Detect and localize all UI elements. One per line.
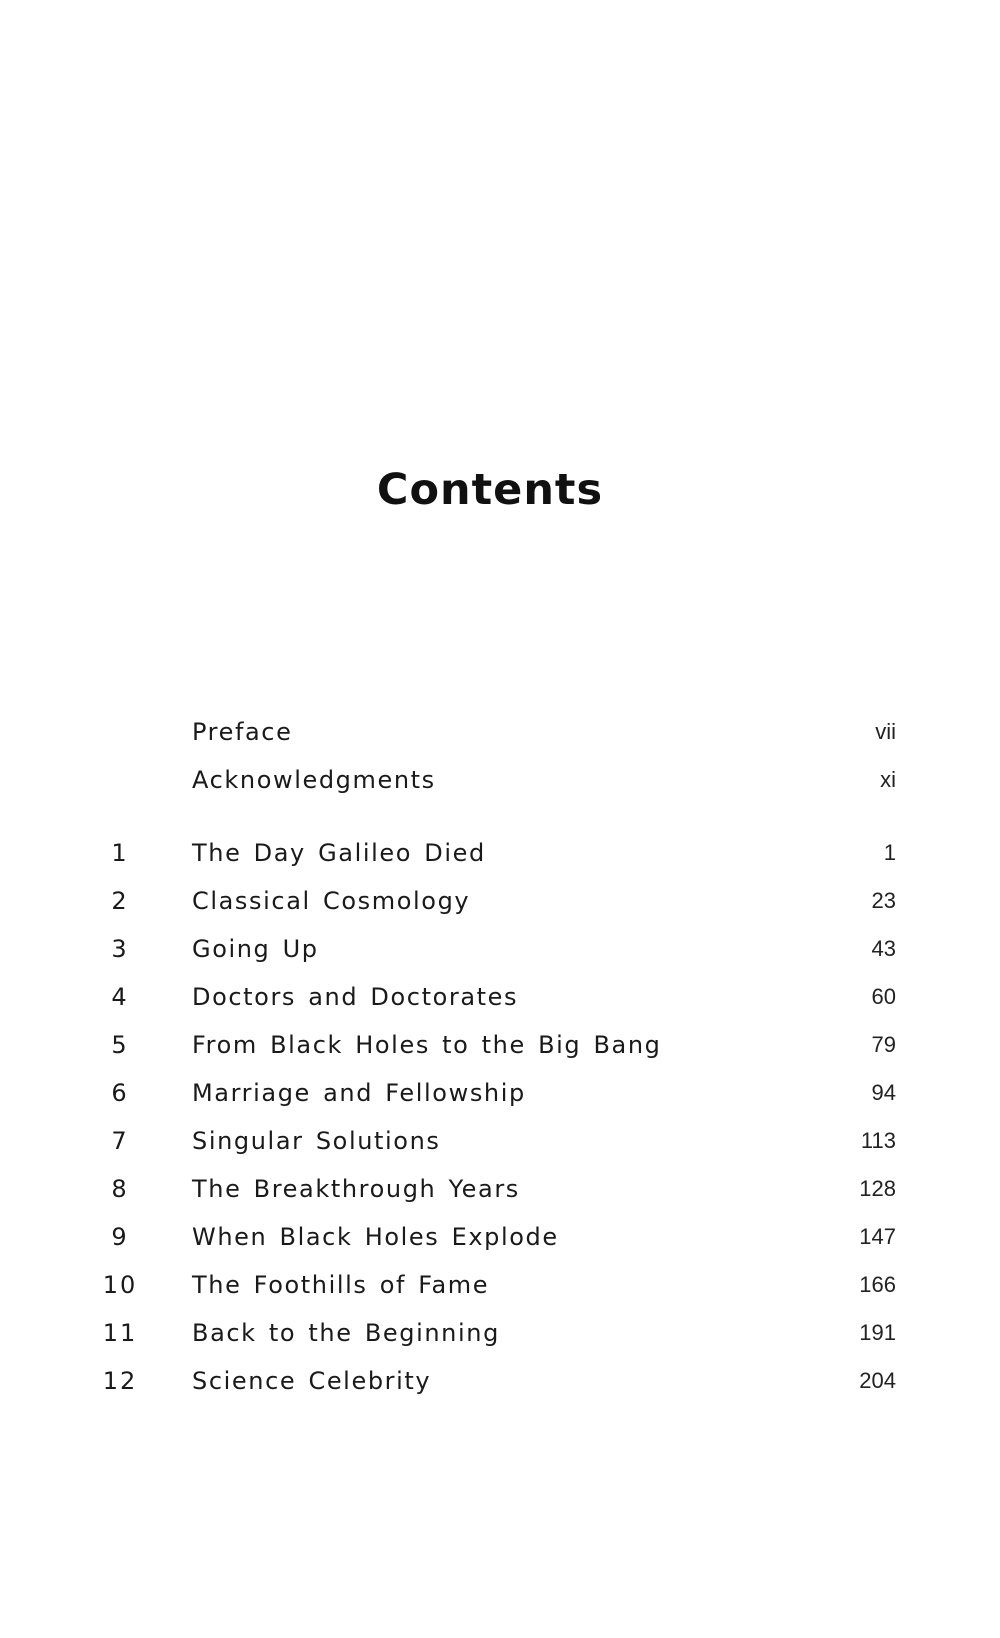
toc-chapter-number: 4 bbox=[111, 983, 129, 1011]
toc-chapter-number: 3 bbox=[111, 935, 129, 963]
toc-page-number: 166 bbox=[859, 1272, 896, 1297]
toc-chapter-number: 1 bbox=[111, 839, 129, 867]
toc-entry-title: Going Up bbox=[192, 935, 319, 963]
toc-chapter-7[interactable] bbox=[0, 1127, 1000, 1167]
toc-chapter-1[interactable] bbox=[0, 839, 1000, 879]
toc-chapter-number: 9 bbox=[111, 1223, 129, 1251]
toc-page-number: 128 bbox=[859, 1176, 896, 1201]
toc-chapter-10[interactable] bbox=[0, 1271, 1000, 1311]
toc-entry-title: Classical Cosmology bbox=[192, 887, 471, 915]
toc-entry-preface[interactable] bbox=[0, 718, 1000, 758]
toc-chapter-number: 10 bbox=[102, 1271, 138, 1299]
toc-entry-title: Singular Solutions bbox=[192, 1127, 441, 1155]
toc-page-number: 191 bbox=[859, 1320, 896, 1345]
toc-chapter-3[interactable] bbox=[0, 935, 1000, 975]
toc-entry-acknowledgments[interactable] bbox=[0, 766, 1000, 806]
toc-page-number: 1 bbox=[883, 840, 896, 865]
toc-entry-title: Science Celebrity bbox=[192, 1367, 432, 1395]
toc-page-number: 94 bbox=[871, 1080, 896, 1105]
toc-chapter-number: 7 bbox=[111, 1127, 129, 1155]
toc-chapter-number: 12 bbox=[102, 1367, 138, 1395]
toc-page-number: 43 bbox=[871, 936, 896, 961]
page-title: Contents bbox=[376, 465, 604, 515]
toc-chapter-11[interactable] bbox=[0, 1319, 1000, 1359]
toc-page-number: 23 bbox=[871, 888, 896, 913]
toc-entry-title: The Breakthrough Years bbox=[192, 1175, 520, 1203]
toc-entry-title: Marriage and Fellowship bbox=[192, 1079, 526, 1107]
toc-chapter-9[interactable] bbox=[0, 1223, 1000, 1263]
toc-chapter-number: 11 bbox=[102, 1319, 138, 1347]
toc-entry-title: The Day Galileo Died bbox=[192, 839, 486, 867]
toc-page-number: 147 bbox=[859, 1224, 896, 1249]
toc-chapter-12[interactable] bbox=[0, 1367, 1000, 1407]
toc-chapter-6[interactable] bbox=[0, 1079, 1000, 1119]
toc-chapter-number: 2 bbox=[111, 887, 129, 915]
toc-page-number: xi bbox=[880, 767, 896, 792]
toc-chapter-number: 8 bbox=[111, 1175, 129, 1203]
toc-chapter-number: 5 bbox=[111, 1031, 129, 1059]
toc-entry-title: Acknowledgments bbox=[192, 766, 436, 794]
toc-chapter-5[interactable] bbox=[0, 1031, 1000, 1071]
toc-entry-title: Back to the Beginning bbox=[192, 1319, 500, 1347]
toc-page-number: vii bbox=[875, 719, 896, 744]
toc-entry-title: Preface bbox=[192, 718, 293, 746]
toc-chapter-8[interactable] bbox=[0, 1175, 1000, 1215]
toc-entry-title: When Black Holes Explode bbox=[192, 1223, 559, 1251]
toc-page-number: 204 bbox=[859, 1368, 896, 1393]
toc-page-number: 79 bbox=[871, 1032, 896, 1057]
toc-page-number: 113 bbox=[860, 1128, 896, 1153]
toc-page-number: 60 bbox=[871, 984, 896, 1009]
toc-entry-title: The Foothills of Fame bbox=[192, 1271, 490, 1299]
toc-entry-title: From Black Holes to the Big Bang bbox=[192, 1031, 662, 1059]
toc-chapter-2[interactable] bbox=[0, 887, 1000, 927]
toc-entry-title: Doctors and Doctorates bbox=[192, 983, 519, 1011]
toc-chapter-4[interactable] bbox=[0, 983, 1000, 1023]
toc-chapter-number: 6 bbox=[111, 1079, 129, 1107]
